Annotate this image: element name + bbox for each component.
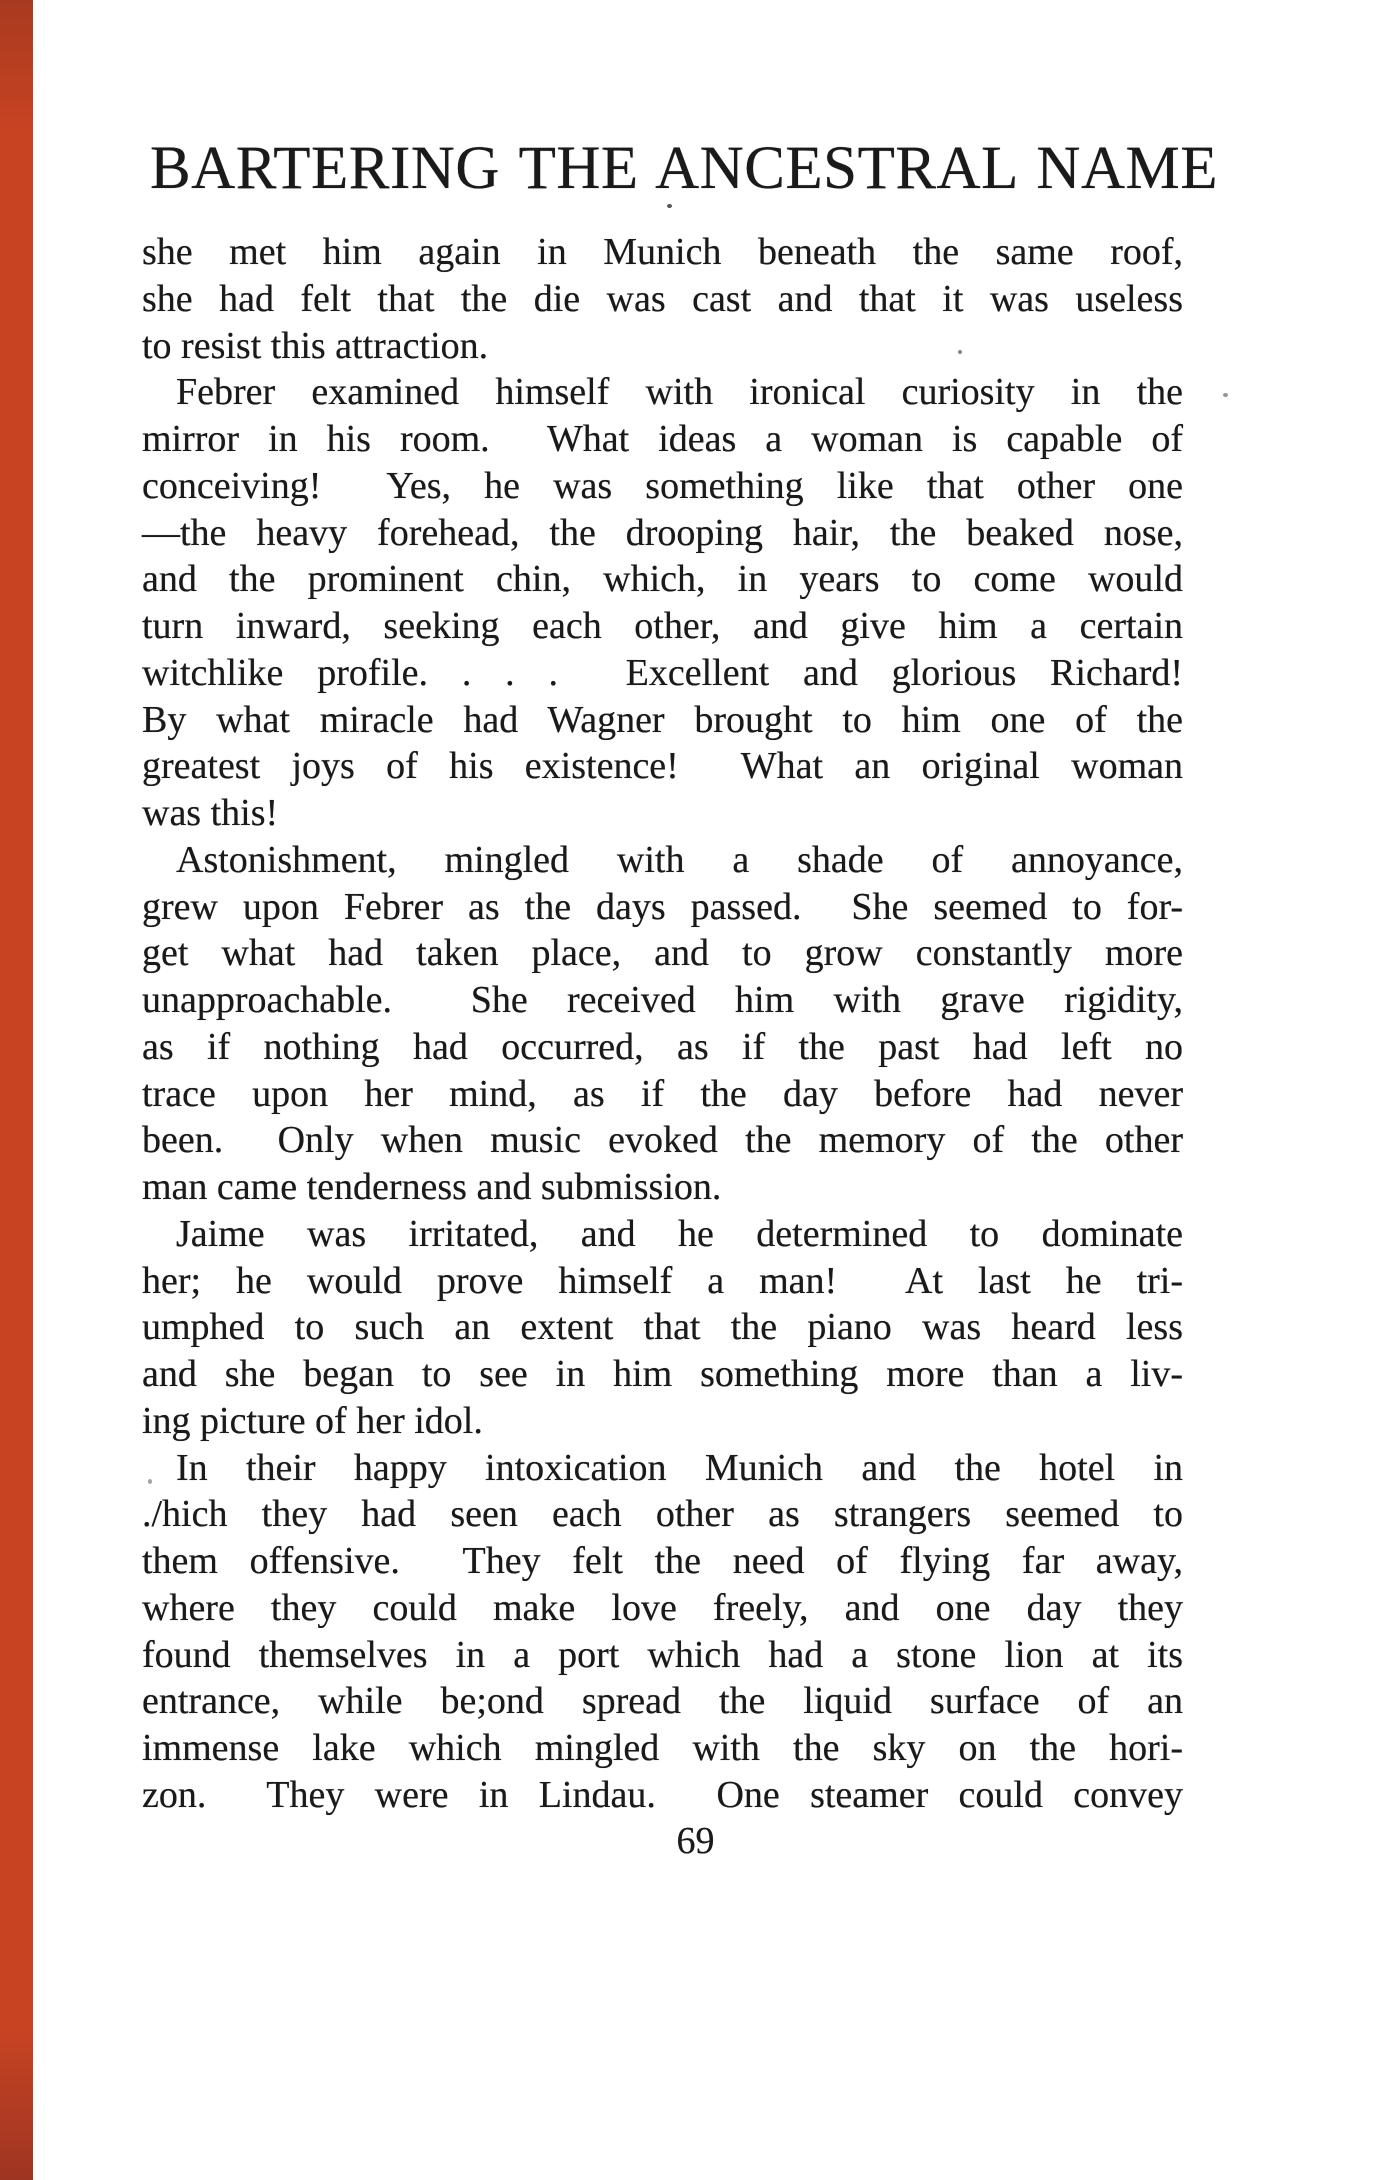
text-line: zon. They were in Lindau. One steamer could convey	[142, 1773, 1183, 1816]
text-line: In their happy intoxication Munich and the hotel in	[176, 1446, 1183, 1489]
text-line: immense lake which mingled with the sky on the hori-	[142, 1727, 1183, 1769]
text-line: was this!	[142, 792, 279, 834]
text-line: ing picture of her idol.	[142, 1399, 483, 1442]
text-line: as if nothing had occurred, as if the past had left no	[142, 1025, 1183, 1068]
text-line: get what had taken place, and to grow constantly more	[142, 932, 1183, 975]
text-line: turn inward, seeking each other, and give him a certain	[142, 605, 1183, 647]
text-line: ./hich they had seen each other as strangers seemed to	[142, 1493, 1183, 1536]
scan-speck	[148, 1479, 152, 1484]
text-line: entrance, while be;ond spread the liquid surface of an	[142, 1680, 1183, 1723]
text-line: —the heavy forehead, the drooping hair, the beaked nose,	[142, 511, 1183, 554]
text-line: unapproachable. She received him with grave rigidity,	[142, 979, 1183, 1021]
text-line: been. Only when music evoked the memory of the other	[142, 1119, 1183, 1162]
text-line: umphed to such an extent that the piano was heard less	[142, 1306, 1183, 1349]
text-line: and she began to see in him something more than a liv-	[142, 1353, 1183, 1395]
text-line: conceiving! Yes, he was something like that other one	[142, 464, 1183, 507]
page-body	[142, 229, 1183, 1819]
text-line: trace upon her mind, as if the day before had never	[142, 1072, 1183, 1115]
text-line: mirror in his room. What ideas a woman is capable of	[142, 418, 1183, 460]
book-cover-edge-strip	[0, 0, 33, 2180]
text-line: her; he would prove himself a man! At last he tri-	[142, 1259, 1183, 1302]
text-line: them offensive. They felt the need of flying far away,	[142, 1540, 1183, 1582]
text-line: Astonishment, mingled with a shade of annoyance,	[176, 838, 1183, 881]
text-line: Jaime was irritated, and he determined to dominate	[176, 1212, 1183, 1255]
text-line: found themselves in a port which had a stone lion at its	[142, 1633, 1183, 1676]
page-number: 69	[676, 1820, 715, 1862]
text-line: man came tenderness and submission.	[142, 1166, 722, 1208]
text-line: grew upon Febrer as the days passed. She seemed to for-	[142, 885, 1183, 928]
text-line: Febrer examined himself with ironical curiosity in the	[176, 371, 1183, 414]
text-line: she met him again in Munich beneath the same roof,	[142, 231, 1183, 273]
text-line: witchlike profile. . . . Excellent and glorious Richard!	[142, 651, 1183, 694]
running-head-title: BARTERING THE ANCESTRAL NAME	[150, 135, 1218, 202]
scan-speck	[958, 350, 962, 354]
text-line: she had felt that the die was cast and that it was useless	[142, 277, 1183, 320]
text-line: By what miracle had Wagner brought to him one of the	[142, 698, 1183, 741]
text-line: and the prominent chin, which, in years to come would	[142, 558, 1183, 601]
text-line: to resist this attraction.	[142, 324, 489, 367]
scan-speck	[667, 204, 672, 208]
text-line: where they could make love freely, and one day they	[142, 1586, 1183, 1629]
scan-speck	[1223, 393, 1228, 397]
text-line: greatest joys of his existence! What an original woman	[142, 745, 1183, 788]
